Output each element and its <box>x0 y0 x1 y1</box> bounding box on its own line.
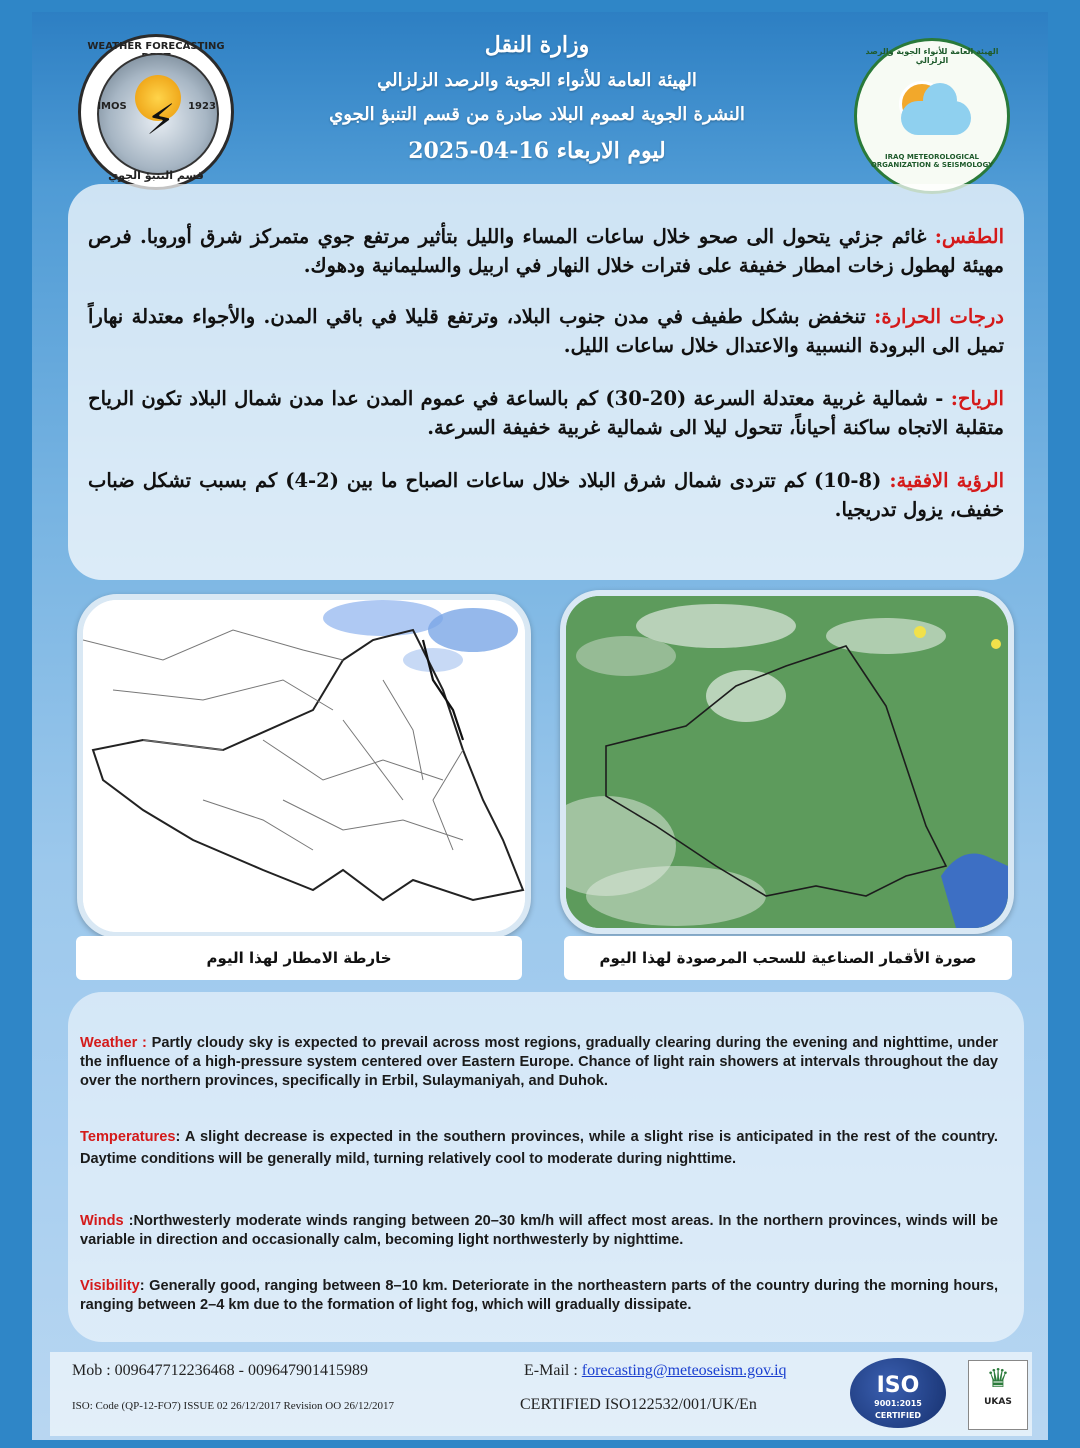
lightning-icon: ⚡ <box>146 95 176 144</box>
arabic-weather-text: غائم جزئي يتحول الى صحو خلال ساعات المساء والليل بتأثير مرتفع جوي متمركز شرق أوروبا. فرص مهيئة لهطول زخات امطار خفيفة على فترات خلال النهار في اربيل والسليمانية ودهوك. <box>88 225 1004 277</box>
english-weather-text: Partly cloudy sky is expected to prevail across most regions, gradually clearing during the evening and nighttime, under the influence of a high-pressure system centered over Eastern Europe. Chance of light rain showers at intervals throughout the day over the northern provinces, specifically in Erbil, Sulaymaniyah, and Duhok. <box>80 1035 998 1089</box>
mobile-numbers: Mob : 009647712236468 - 009647901415989 <box>72 1362 368 1379</box>
english-visibility-paragraph <box>80 1277 998 1315</box>
iso-code: ISO: Code (QP-12-FO7) ISSUE 02 26/12/2017 Revision OO 26/12/2017 <box>72 1400 395 1412</box>
certification: CERTIFIED ISO122532/001/UK/En <box>520 1396 757 1413</box>
logo-right-text: 1923 <box>188 101 216 112</box>
arabic-wind-text: - شمالية غربية معتدلة السرعة (20-30) كم بالساعة في عموم المدن عدا مدن شمال البلاد تكون الرياح متقلبة الاتجاه ساكنة أحياناً، تتحول ليلا الى شمالية غربية خفيفة السرعة. <box>88 387 1004 439</box>
bulletin-subtitle: النشرة الجوية لعموم البلاد صادرة من قسم التنبؤ الجوي <box>329 104 745 125</box>
iso-badge-subtitle: 9001:2015 CERTIFIED <box>874 1399 922 1420</box>
arabic-temperature-paragraph <box>88 302 1004 360</box>
logo-bottom-text: قسم التنبؤ الجوي <box>108 169 204 182</box>
ministry-title: وزارة النقل <box>484 32 590 58</box>
rain-map-caption: خارطة الامطار لهذا اليوم <box>76 936 522 980</box>
english-weather-paragraph <box>80 1034 998 1091</box>
logo-left-text: IMOS <box>97 101 127 112</box>
cloud-icon <box>901 101 971 135</box>
arabic-temperature-label: درجات الحرارة: <box>874 305 1004 328</box>
arabic-temperature-text: تنخفض بشكل طفيف في مدن جنوب البلاد، وترتفع قليلا في باقي المدن. والأجواء معتدلة نهاراً تميل الى البرودة النسبية والاعتدال خلال ساعات الليل. <box>88 305 1004 357</box>
arabic-visibility-paragraph <box>88 466 1004 524</box>
logo-emblem <box>97 53 219 175</box>
bulletin-page <box>32 12 1048 1440</box>
email-link[interactable]: forecasting@meteoseism.gov.iq <box>581 1362 787 1379</box>
english-forecast-panel <box>68 992 1024 1342</box>
meteorological-organization-logo <box>854 38 1010 194</box>
satellite-map-graphic <box>566 596 1008 928</box>
english-wind-text: :Northwesterly moderate winds ranging between 20–30 km/h will affect most areas. In the northern provinces, winds will be variable in direction and occasionally calm, becoming light northwesterly by nighttime. <box>80 1213 998 1248</box>
english-visibility-label: Visibility <box>80 1278 140 1294</box>
english-wind-paragraph <box>80 1212 998 1250</box>
ukas-badge <box>968 1360 1028 1430</box>
footer <box>50 1352 1032 1436</box>
organization-title: الهيئة العامة للأنواء الجوية والرصد الزلزالي <box>377 70 697 91</box>
arabic-wind-label: الرياح: <box>950 387 1004 410</box>
arabic-visibility-text: (8-10) كم تتردى شمال شرق البلاد خلال ساعات الصباح ما بين (2-4) كم بسبب تشكل ضباب خفيف، يزول تدريجيا. <box>88 469 1004 521</box>
english-wind-label: Winds <box>80 1213 124 1229</box>
arabic-wind-paragraph <box>88 384 1004 442</box>
arabic-forecast-panel <box>68 184 1024 580</box>
satellite-map <box>560 590 1014 934</box>
rain-map <box>77 594 531 938</box>
crown-icon: ♛ <box>986 1364 1010 1394</box>
logo-top-text: WEATHER FORECASTING <box>87 41 225 52</box>
bulletin-date: ليوم الاربعاء 16-04-2025 <box>408 138 666 164</box>
satellite-map-caption: صورة الأقمار الصناعية للسحب المرصودة لهذا اليوم <box>564 936 1012 980</box>
english-temperature-text: : A slight decrease is expected in the southern provinces, while a slight rise is anticipated in the rest of the country. Daytime conditions will be generally mild, turning relatively cool to moderate during nighttime. <box>80 1129 998 1167</box>
forecasting-dept-logo <box>78 34 234 190</box>
iso-badge-title: ISO <box>876 1373 920 1398</box>
english-temperature-paragraph <box>80 1126 998 1170</box>
english-weather-label: Weather : <box>80 1035 147 1051</box>
arabic-visibility-label: الرؤية الافقية: <box>889 469 1004 492</box>
ukas-badge-label: UKAS <box>984 1397 1012 1407</box>
iso-certification-badge <box>850 1358 946 1428</box>
arabic-weather-label: الطقس: <box>934 225 1004 248</box>
logo-bottom-text: IRAQ METEOROLOGICAL ORGANIZATION & SEISMOLOGY <box>870 153 994 169</box>
email-line <box>524 1362 787 1380</box>
english-visibility-text: : Generally good, ranging between 8–10 km. Deteriorate in the northeastern parts of the country during the morning hours, ranging between 2–4 km due to the formation of light fog, which will gradually dissipate. <box>80 1278 998 1313</box>
english-temperature-label: Temperatures <box>80 1129 176 1145</box>
logo-top-text: الهيئة العامة للأنواء الجوية والرصد الزلزالي <box>865 47 999 65</box>
email-label: E-Mail : <box>524 1362 582 1379</box>
arabic-weather-paragraph <box>88 222 1004 280</box>
rain-map-graphic <box>83 600 525 932</box>
